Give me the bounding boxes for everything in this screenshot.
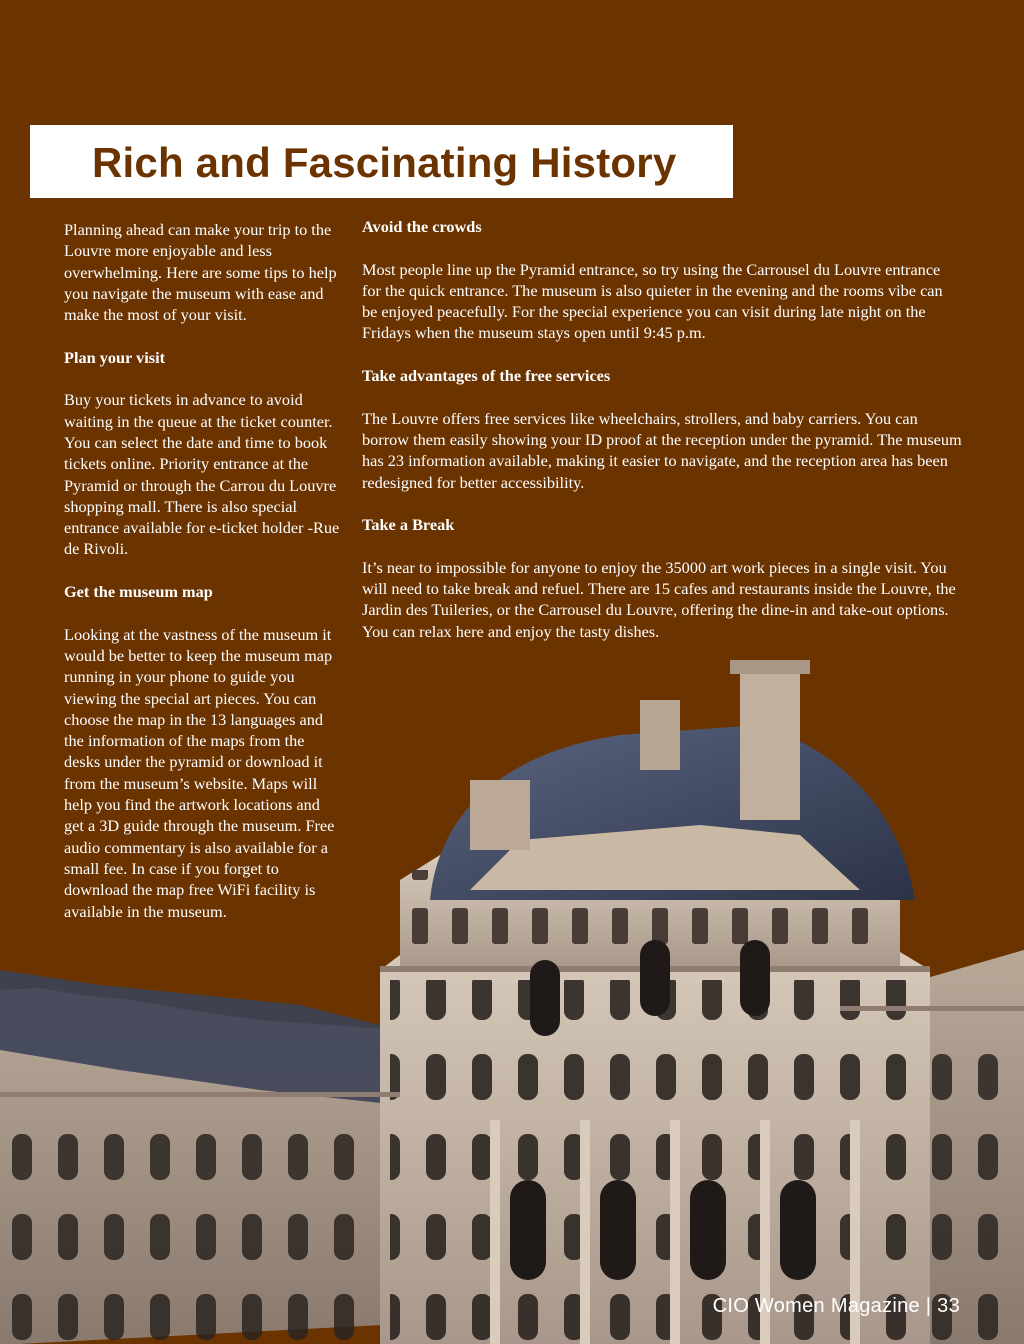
intro-paragraph: Planning ahead can make your trip to the Louvre more enjoyable and less overwhelming. Here are some tips to help you navigate the museum with ease and make the most of your visit. <box>64 220 337 325</box>
plan-visit-heading: Plan your visit <box>64 347 166 367</box>
museum-map-heading: Get the museum map <box>64 582 213 602</box>
plan-visit-paragraph: Buy your tickets in advance to avoid waiting in the queue at the ticket counter. You can select the date and time to book tickets online. Priority entrance at the Pyramid or through the Carrou du Louvre shopping mall. There is also special entrance available for e-ticket holder -Rue de Rivoli. <box>64 390 340 559</box>
museum-map-paragraph: Looking at the vastness of the museum it would be better to keep the museum map running in your phone to guide you viewing the special art pieces. You can choose the map in the 13 languages and the information of the maps from the desks under the pyramid or download it from the museum’s website. Maps will help you find the artwork locations and get a 3D guide through the museum. Free audio commentary is also available for a small fee. In case if you forget to download the map free WiFi facility is available in the museum. <box>64 624 335 921</box>
right-column <box>362 216 962 663</box>
take-break-heading: Take a Break <box>362 515 455 535</box>
avoid-crowds-heading: Avoid the crowds <box>362 217 482 236</box>
page-footer: CIO Women Magazine | 33 <box>712 1295 960 1317</box>
free-services-heading: Take advantages of the free services <box>362 366 611 386</box>
title-banner <box>30 125 733 198</box>
page-title: Rich and Fascinating History <box>92 139 677 186</box>
take-break-paragraph: It’s near to impossible for anyone to enjoy the 35000 art work pieces in a single visit. You will need to take break and refuel. There are 15 cafes and restaurants inside the Louvre, the Jardin des Tuileries, or the Carrousel du Louvre, offering the dine-in and take-out options. You can relax here and enjoy the tasty dishes. <box>362 557 956 641</box>
louvre-building-image <box>0 640 1024 1344</box>
free-services-paragraph: The Louvre offers free services like wheelchairs, strollers, and baby carriers. You can borrow them easily showing your ID proof at the reception under the pyramid. The museum has 23 information available, making it easier to navigate, and the reception area has been redesigned for better accessibility. <box>362 408 962 492</box>
avoid-crowds-paragraph: Most people line up the Pyramid entrance, so try using the Carrousel du Louvre entrance for the quick entrance. The museum is also quieter in the evening and the rooms vibe can be enjoyed peacefully. For the special experience you can visit during late night on the Fridays when the museum stays open until 9:45 p.m. <box>362 259 943 343</box>
